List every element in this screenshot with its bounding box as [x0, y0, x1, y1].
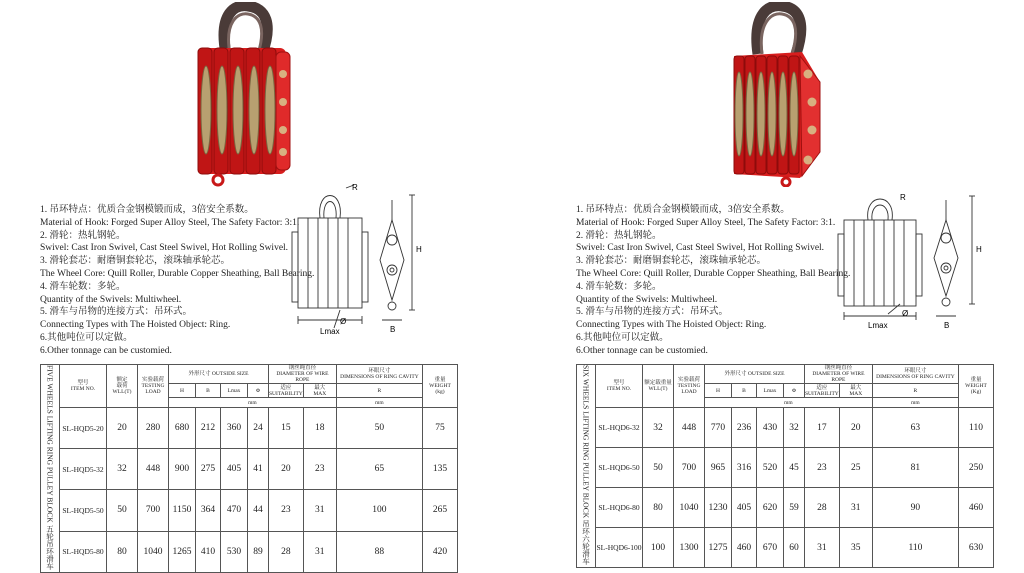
spec-table: FIVE WHEELS LIFTING RING PULLEY BLOCK 五轮吊环滑车 型号 ITEM NO. 额定 载荷 WLL(T) 实验载荷 TESTING LOAD 外形尺寸 OUTSIDE SIZE 钢丝绳直径 DIAMETER OF WIRE ROPE 环眼尺寸 DIMENSIONS OF RING CAVITY 重量 WEIGHT (kg) H B Lmax Φ 适应 SUITABILITY 最大 MAX R mm mm SL-HQD5-20 20 280 680 212 360 24 15 18 50 75 SL-HQD5-32 32 448 900 275 405 41 20 23 65 135 SL-HQD5-50 50 700 1150 364 470 44 23 31 100 265 SL-HQD5-80 80 1040 1265 410 530 89 28 31 88 420 — [40, 364, 458, 573]
feature-line: The Wheel Core: Quill Roller, Durable Copper Sheathing, Ball Bearing. — [40, 268, 315, 279]
feature-line: 5. 滑车与吊物的连接方式：吊环式。 — [40, 307, 193, 318]
feature-line: 3. 滑轮套芯：耐磨铜套轮芯，滚珠轴承轮芯。 — [576, 256, 767, 267]
table-row: SL-HQD5-20 20 280 680 212 360 24 15 18 50 75 — [41, 408, 458, 449]
feature-line: 5. 滑车与吊物的连接方式：吊环式。 — [576, 307, 729, 318]
feature-line: 6.Other tonnage can be customied. — [576, 345, 708, 356]
feature-list — [40, 204, 314, 358]
five-wheel-pulley-photo — [178, 2, 308, 187]
feature-line: 6.其他吨位可以定做。 — [40, 332, 133, 343]
feature-line: 6.其他吨位可以定做。 — [576, 332, 669, 343]
feature-line: 1. 吊环特点：优质合金钢模锻而成，3倍安全系数。 — [576, 205, 790, 215]
table-row: SL-HQD6-50 50 700 965 316 520 45 23 25 81 250 — [577, 448, 994, 488]
feature-line: The Wheel Core: Quill Roller, Durable Copper Sheathing, Ball Bearing. — [576, 268, 851, 279]
radius-label: R — [900, 193, 906, 202]
feature-line: Swivel: Cast Iron Swivel, Cast Steel Swivel, Hot Rolling Swivel. — [40, 243, 289, 254]
feature-line: 2. 滑轮：热轧钢轮。 — [40, 230, 126, 241]
feature-list — [576, 204, 850, 358]
diameter-label: Ø — [340, 317, 347, 326]
six-wheel-product-panel — [532, 0, 1024, 566]
feature-line: 4. 滑车轮数：多轮。 — [40, 281, 126, 292]
technical-drawing — [282, 180, 442, 340]
feature-line: Swivel: Cast Iron Swivel, Cast Steel Swivel, Hot Rolling Swivel. — [576, 243, 825, 254]
lmax-label: Lmax — [320, 327, 340, 336]
feature-line: Material of Hook: Forged Super Alloy Steel, The Safety Factor: 3:1. — [576, 217, 836, 228]
width-label: B — [944, 321, 950, 330]
table-row: SL-HQD6-80 80 1040 1230 405 620 59 28 31 90 460 — [577, 488, 994, 528]
feature-line: Quantity of the Swivels: Multiwheel. — [40, 294, 182, 305]
table-row: SL-HQD5-80 80 1040 1265 410 530 89 28 31 88 420 — [41, 531, 458, 572]
height-label: H — [976, 245, 982, 254]
table-side-title: SIX WHEELS LIFTING RING PULLEY BLOCK 吊环六轮滑车 — [577, 365, 596, 568]
feature-line: 4. 滑车轮数：多轮。 — [576, 281, 662, 292]
width-label: B — [390, 325, 396, 334]
technical-drawing — [830, 186, 1000, 336]
feature-line: Connecting Types with The Hoisted Object: Ring. — [40, 320, 231, 331]
feature-line: Material of Hook: Forged Super Alloy Steel, The Safety Factor: 3:1. — [40, 217, 300, 228]
feature-line: Connecting Types with The Hoisted Object: Ring. — [576, 320, 767, 331]
feature-line: 6.Other tonnage can be customied. — [40, 345, 172, 356]
feature-line: 3. 滑轮套芯：耐磨铜套轮芯，滚珠轴承轮芯。 — [40, 256, 231, 267]
table-row: SL-HQD5-32 32 448 900 275 405 41 20 23 65 135 — [41, 449, 458, 490]
table-row: SL-HQD6-32 32 448 770 236 430 32 17 20 63 110 — [577, 408, 994, 448]
feature-line: 2. 滑轮：热轧钢轮。 — [576, 230, 662, 241]
radius-label: R — [352, 183, 358, 192]
table-row: SL-HQD6-100 100 1300 1275 460 670 60 31 35 110 630 — [577, 528, 994, 568]
lmax-label: Lmax — [868, 321, 888, 330]
table-side-title: FIVE WHEELS LIFTING RING PULLEY BLOCK 五轮吊环滑车 — [41, 365, 60, 573]
feature-line: 1. 吊环特点：优质合金钢模锻而成，3倍安全系数。 — [40, 205, 254, 215]
table-row: SL-HQD5-50 50 700 1150 364 470 44 23 31 100 265 — [41, 490, 458, 531]
height-label: H — [416, 245, 422, 254]
six-wheel-pulley-photo — [720, 2, 840, 187]
feature-line: Quantity of the Swivels: Multiwheel. — [576, 294, 718, 305]
spec-table: SIX WHEELS LIFTING RING PULLEY BLOCK 吊环六轮滑车 型号 ITEM NO. 额定载重量 WLL(T) 实验载荷 TESTING LOAD 外形尺寸 OUTSIDE SIZE 钢丝绳直径 DIAMETER OF WIRE ROPE 环眼尺寸 DIMENSIONS OF RING CAVITY 重量 WEIGHT (Kg) H B Lmax Φ 适应 SUITABILITY 最大 MAX R mm mm SL-HQD6-32 32 448 770 236 430 32 17 20 63 110 SL-HQD6-50 50 700 965 316 520 45 23 25 81 250 SL-HQD6-80 80 1040 1230 405 620 59 28 31 90 460 SL-HQD6-100 100 1300 1275 460 670 60 31 35 110 630 — [576, 364, 994, 568]
five-wheel-product-panel — [0, 0, 512, 570]
diameter-label: Ø — [902, 309, 909, 318]
